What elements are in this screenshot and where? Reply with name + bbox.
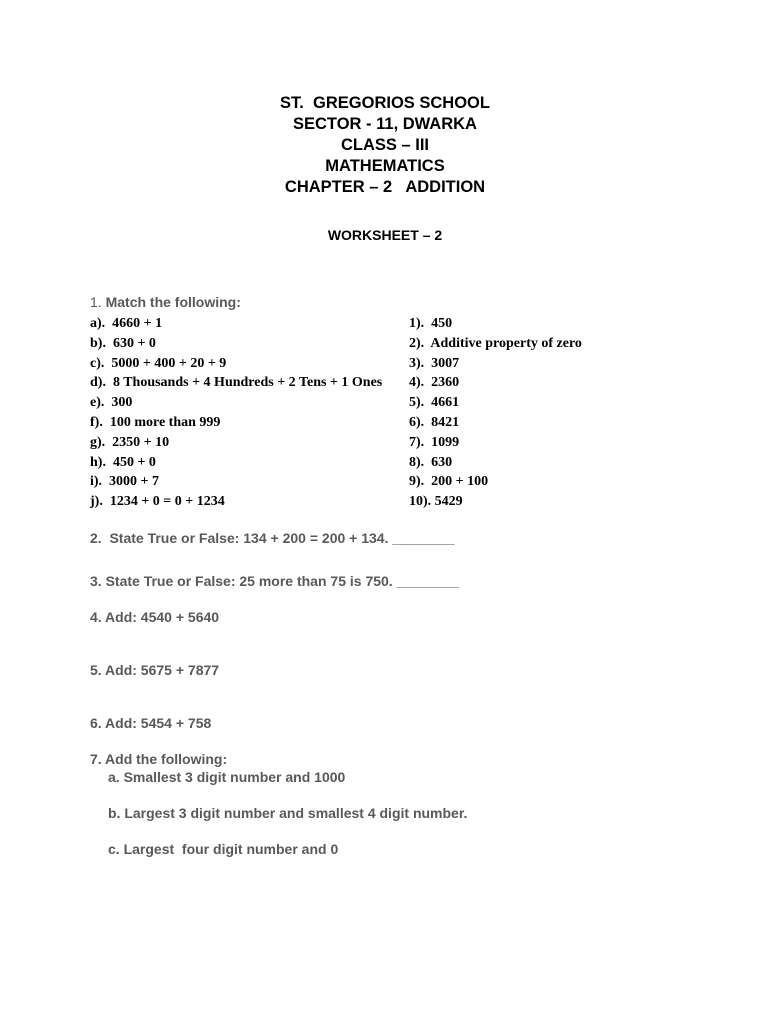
question-6: 6. Add: 5454 + 758 — [90, 715, 212, 731]
match-list — [90, 314, 690, 512]
match-left-item: d). 8 Thousands + 4 Hundreds + 2 Tens + 1 Ones — [90, 375, 383, 391]
match-row — [90, 354, 690, 374]
match-left-item: h). 450 + 0 — [90, 454, 156, 470]
match-left-item: a). 4660 + 1 — [90, 316, 163, 331]
subject-label: MATHEMATICS — [325, 157, 445, 175]
match-right-item: 7). 1099 — [409, 433, 459, 453]
question-3: 3. State True or False: 25 more than 75 is 750. ________ — [90, 573, 459, 589]
question-4: 4. Add: 4540 + 5640 — [90, 609, 220, 625]
match-row — [90, 453, 690, 473]
chapter-label: CHAPTER – 2 ADDITION — [284, 178, 486, 196]
match-right-item: 10). 5429 — [409, 492, 463, 512]
match-right-item: 3). 3007 — [409, 354, 459, 374]
question-7c: c. Largest four digit number and 0 — [108, 841, 339, 857]
question-7a: a. Smallest 3 digit number and 1000 — [108, 769, 346, 785]
question-7b: b. Largest 3 digit number and smallest 4 digit number. — [108, 805, 468, 821]
match-row — [90, 334, 690, 354]
match-row — [90, 492, 690, 512]
worksheet-title: WORKSHEET – 2 — [327, 227, 443, 243]
question-5: 5. Add: 5675 + 7877 — [90, 662, 220, 678]
match-row — [90, 433, 690, 453]
match-right-item: 2). Additive property of zero — [409, 334, 582, 354]
match-row — [90, 314, 690, 334]
school-name: ST. GREGORIOS SCHOOL — [280, 94, 490, 112]
match-right-item: 9). 200 + 100 — [409, 472, 488, 492]
match-row — [90, 472, 690, 492]
match-right-item: 5). 4661 — [409, 393, 459, 413]
match-left-item: e). 300 — [90, 395, 133, 411]
match-row — [90, 393, 690, 413]
question-1-text: Match the following: — [101, 294, 241, 310]
match-left-item: b). 630 + 0 — [90, 335, 156, 351]
match-right-item: 6). 8421 — [409, 413, 459, 433]
match-left-item: c). 5000 + 400 + 20 + 9 — [90, 355, 227, 371]
match-right-item: 8). 630 — [409, 453, 452, 473]
school-address: SECTOR - 11, DWARKA — [293, 115, 477, 133]
school-header — [0, 93, 770, 198]
match-left-item: j). 1234 + 0 = 0 + 1234 — [90, 494, 225, 510]
match-right-item: 1). 450 — [409, 314, 452, 334]
match-left-item: i). 3000 + 7 — [90, 474, 160, 490]
match-left-item: g). 2350 + 10 — [90, 434, 170, 450]
question-2: 2. State True or False: 134 + 200 = 200 + 134. ________ — [90, 530, 455, 546]
question-7-heading: 7. Add the following: — [90, 751, 228, 767]
match-row — [90, 373, 690, 393]
class-label: CLASS – III — [340, 136, 430, 154]
question-1-number: 1. — [90, 294, 102, 310]
match-row — [90, 413, 690, 433]
match-right-item: 4). 2360 — [409, 373, 459, 393]
match-left-item: f). 100 more than 999 — [90, 414, 221, 430]
question-1-heading — [90, 294, 241, 310]
